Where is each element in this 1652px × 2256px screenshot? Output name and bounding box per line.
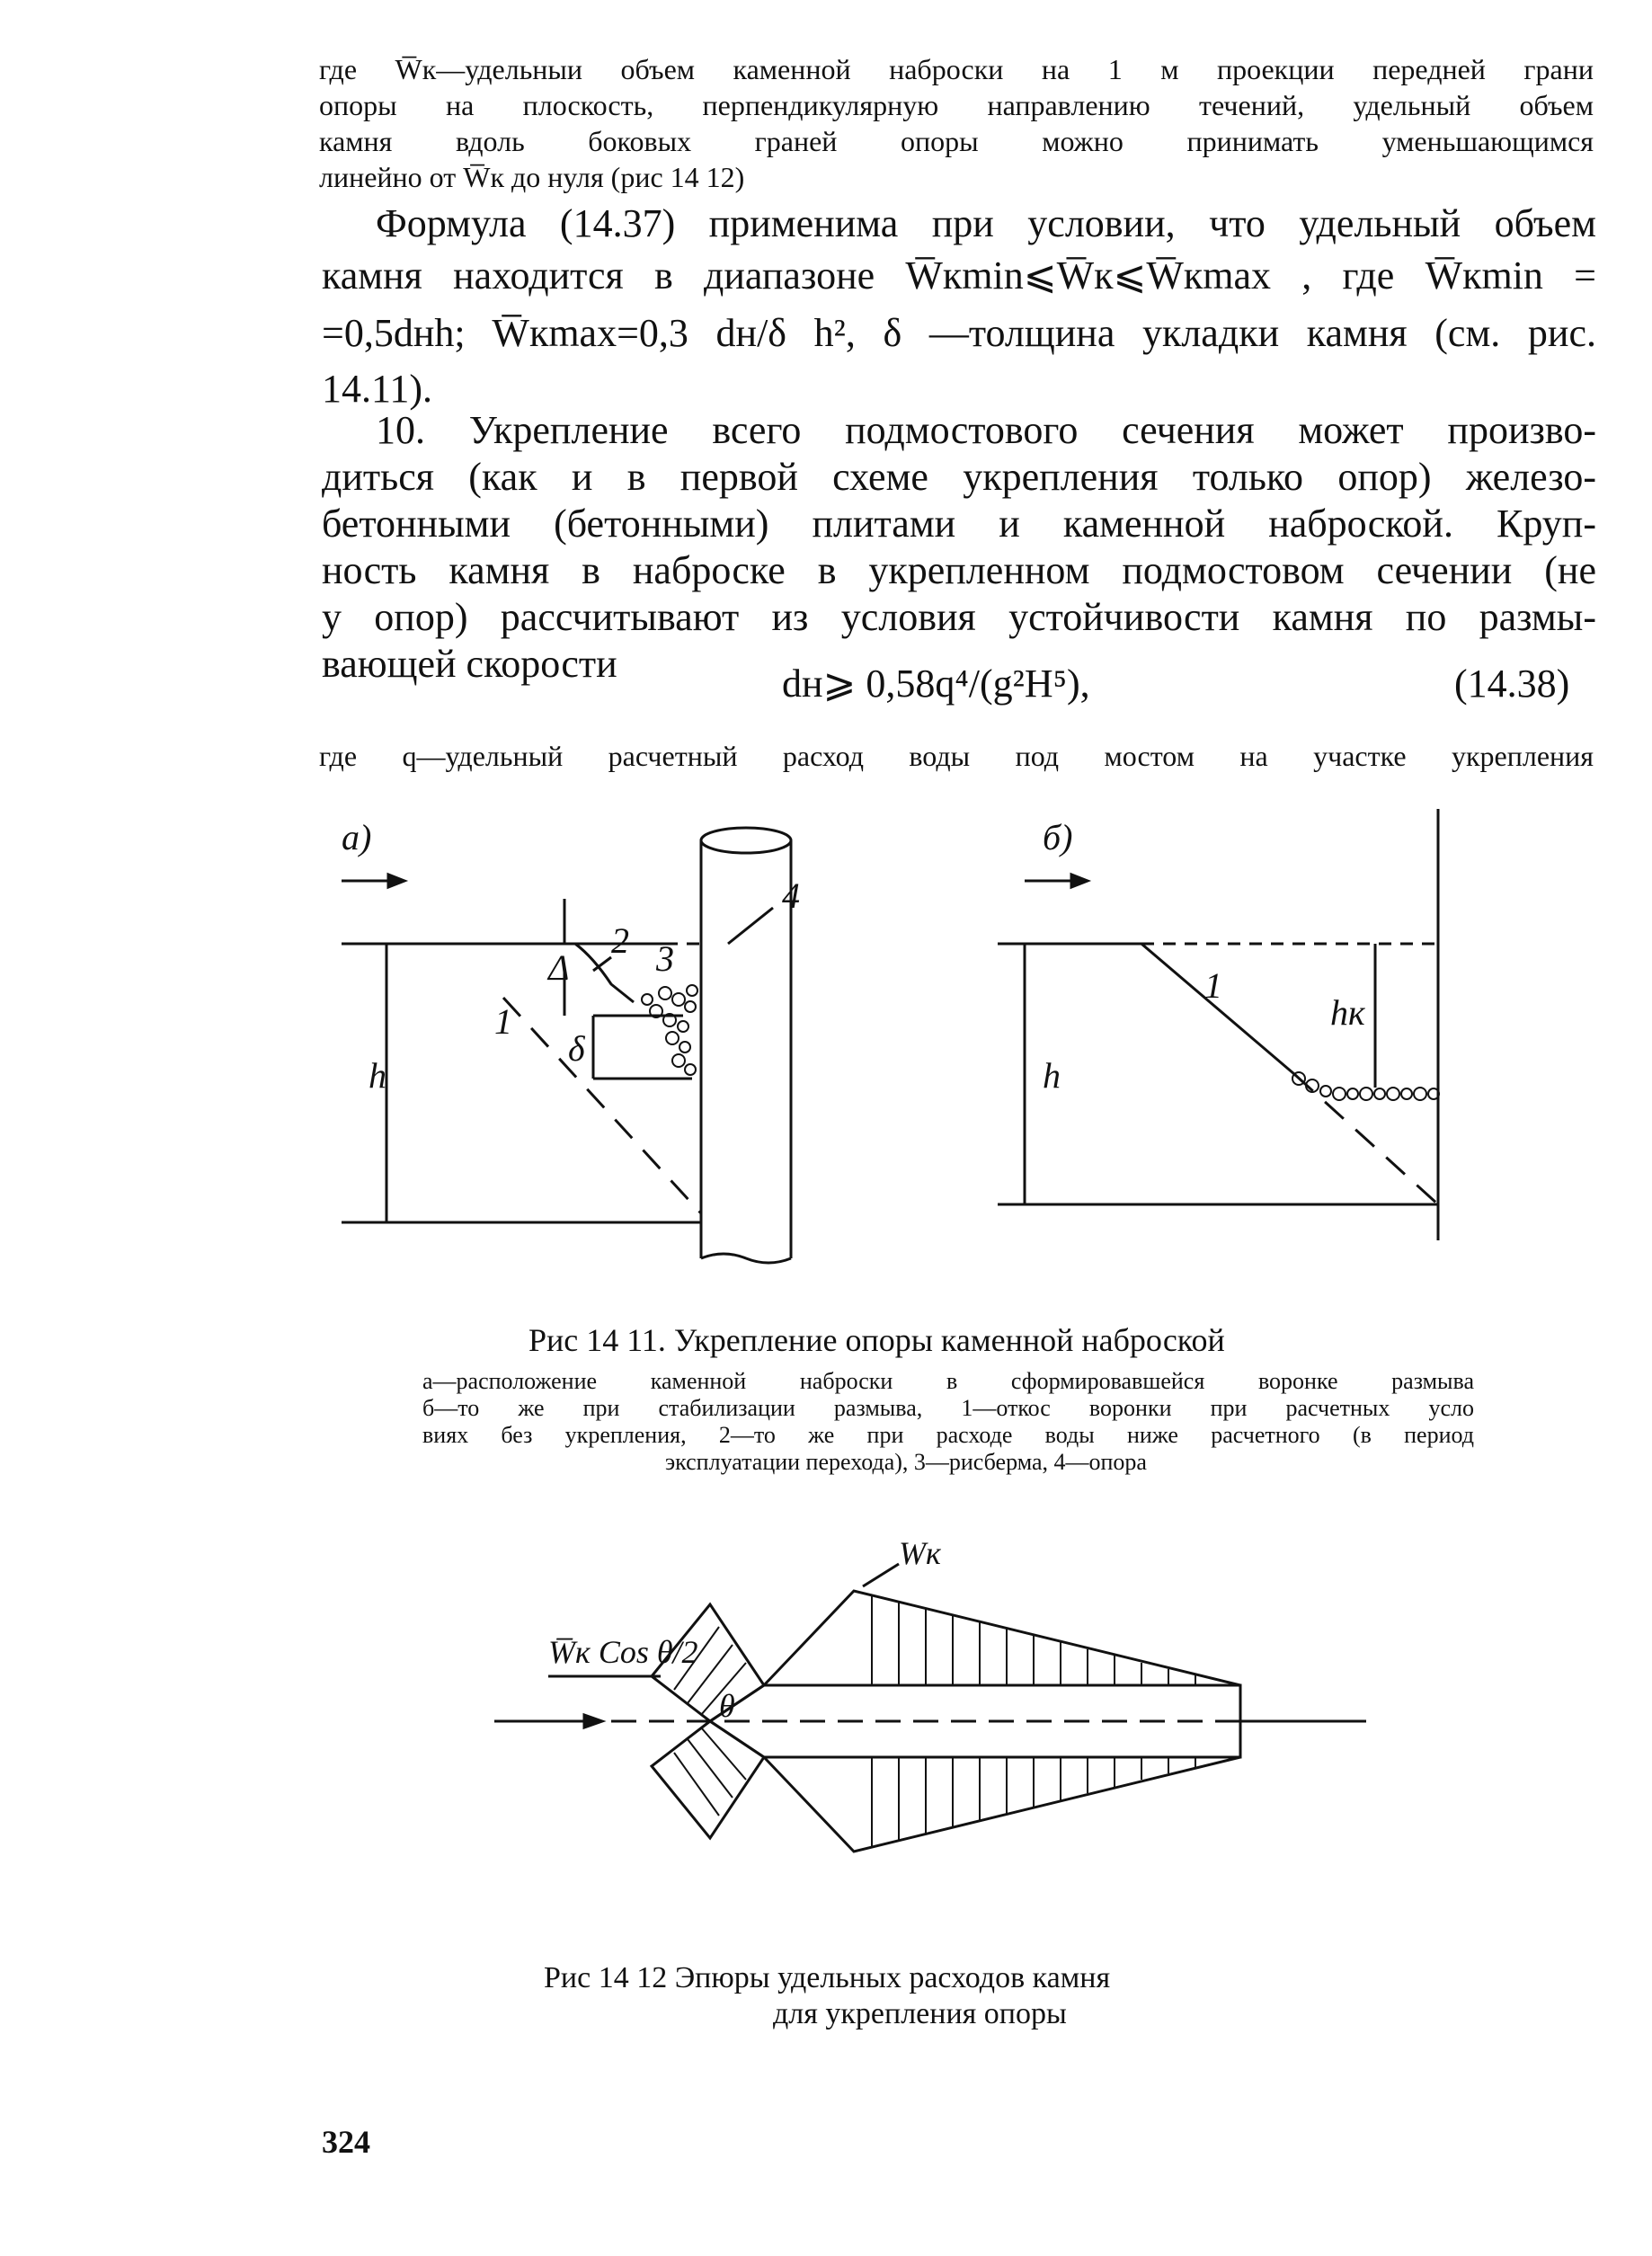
label-delta: δ [568, 1028, 585, 1069]
equation-number: (14.38) [1454, 662, 1570, 706]
caption-line: виях без укрепления, 2—то же при расходе воды ниже расчетного (в период [422, 1422, 1474, 1448]
caption-line: б—то же при стабилизации размыва, 1—откос воронки при расчетных усло [422, 1395, 1474, 1421]
label-b-h: h [1043, 1055, 1061, 1096]
top-paragraph [319, 52, 1594, 196]
figure-14-11 [324, 791, 1474, 1285]
label-wk: Wк [899, 1535, 941, 1571]
label-theta: θ [719, 1688, 735, 1724]
text-line: 10. Укрепление всего подмостового сечения может произво- [376, 408, 1596, 452]
leader-wk [863, 1564, 899, 1586]
label-a: а) [342, 817, 372, 857]
text-line: линейно от W̅к до нуля (рис 14 12) [319, 161, 745, 193]
label-h: h [369, 1055, 386, 1096]
pier-top [701, 828, 791, 853]
figure-14-11-caption [422, 1368, 1474, 1494]
paragraph-10 [322, 406, 1596, 694]
text-line: у опор) рассчитывают из условия устойчивости камня по размы- [322, 595, 1596, 639]
text-line: ность камня в наброске в укрепленном подмостовом сечении (не [322, 548, 1596, 592]
figure-14-12 [494, 1528, 1393, 1905]
label-delta-big: Δ [548, 947, 570, 988]
text-line: вающей скорости [322, 642, 617, 686]
pier-break [701, 1254, 791, 1263]
riprap-stones-b [1292, 1072, 1439, 1100]
text-line: опоры на плоскость, перпендикулярную направлению течений, удельный объем [319, 89, 1594, 121]
text-line: где q—удельный расчетный расход воды под мостом на участке укрепления [319, 740, 1594, 772]
text-line: где W̅к—удельныи объем каменной наброски на 1 м проекции передней грани [319, 53, 1594, 85]
text-line: 14.11). [322, 367, 433, 411]
leader-4 [728, 908, 773, 944]
caption-line: эксплуатации перехода), 3—рисберма, 4—опора [665, 1449, 1147, 1475]
label-b: б) [1043, 817, 1073, 857]
figure-14-12-title-line2: для укрепления опоры [773, 1997, 1067, 2030]
figure-14-12-title-line1: Рис 14 12 Эпюры удельных расходов камня [544, 1961, 1111, 1994]
slope-b-1 [1141, 944, 1294, 1074]
label-b-hk: hк [1330, 992, 1365, 1033]
text-line: камня вдоль боковых граней опоры можно принимать уменьшающимся [319, 125, 1594, 157]
text-line: =0,5dнh; W̅кmax=0,3 dн/δ h², δ —толщина укладки камня (см. рис. [322, 311, 1596, 355]
label-wkcos: W̅к Cos θ/2 [548, 1634, 698, 1670]
label-4: 4 [782, 875, 800, 916]
figure-14-11-title: Рис 14 11. Укрепление опоры каменной наброской [528, 1322, 1225, 1358]
formula-paragraph [322, 200, 1596, 415]
text-line: бетонными (бетонными) плитами и каменной наброской. Круп- [322, 502, 1596, 546]
page-number: 324 [322, 2124, 370, 2160]
where-q-line [319, 739, 1594, 775]
slope-b-dashed [1294, 1074, 1438, 1204]
label-1: 1 [494, 1001, 512, 1042]
text-line: Формула (14.37) применима при условии, что удельный объем [376, 201, 1596, 245]
pier-b [1438, 809, 1474, 1240]
pier-a [701, 840, 791, 1258]
equation-expression: dн⩾ 0,58q⁴/(g²H⁵), [782, 662, 1090, 706]
label-3: 3 [656, 938, 674, 979]
epure-front-bottom [652, 1721, 764, 1838]
riprap-stones [642, 985, 697, 1075]
label-b-1: 1 [1204, 965, 1222, 1006]
arrow-head [584, 1715, 602, 1728]
arrow-head-b [1071, 875, 1088, 887]
text-line: диться (как и в первой схеме укрепления только опор) железо- [322, 455, 1596, 499]
label-2: 2 [611, 920, 629, 961]
arrow-head [388, 875, 404, 887]
text-line: камня находится в диапазоне W̅кmin⩽W̅к⩽W̅кmax , где W̅кmin = [322, 253, 1596, 298]
caption-line: а—расположение каменной наброски в сформировавшейся воронке размыва [422, 1368, 1474, 1394]
slope-1-dashed [503, 998, 701, 1213]
